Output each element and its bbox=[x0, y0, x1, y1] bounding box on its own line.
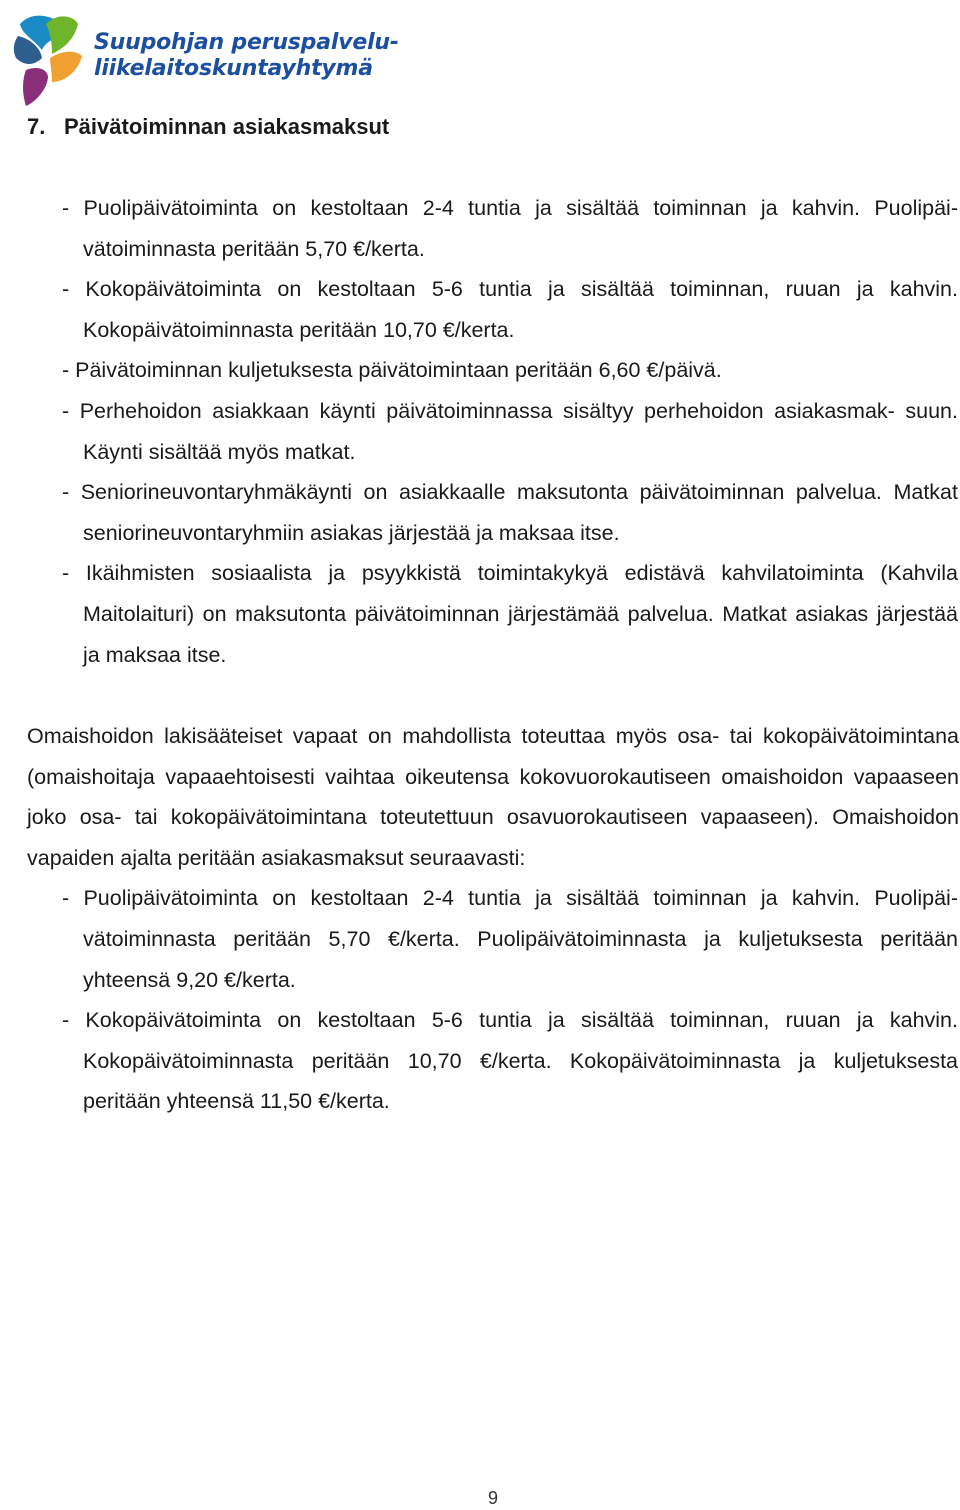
list-item-full-day-care: - Kokopäivätoiminta on kestoltaan 5-6 tuntia ja sisältää toiminnan, ruuan ja kahvin. Kokopäivätoiminnasta peritään 10,70 €/kerta. Kokopäivätoiminnasta ja kuljetuksesta peritään yhteensä 11,50 €/kerta. bbox=[62, 1008, 958, 1114]
page-number: 9 bbox=[487, 1488, 498, 1508]
section-title: Päivätoiminnan asiakasmaksut bbox=[64, 114, 390, 139]
leaf-emblem-icon bbox=[12, 10, 84, 106]
fee-list bbox=[0, 188, 960, 675]
section-number: 7. bbox=[27, 114, 46, 139]
list-item-senior-counseling: - Seniorineuvontaryhmäkäynti on asiakkaalle maksutonta päivätoiminnan palvelua. Matkat seniorineuvontaryhmiin asiakas järjestää ja maksaa itse. bbox=[62, 480, 958, 545]
list-item-cafe: - Ikäihmisten sosiaalista ja psyykkistä toimintakykyä edistävä kahvilatoiminta (Kahvila Maitolaituri) on maksutonta päivätoiminnan järjestämää palvelua. Matkat asiakas järjestää ja maksaa itse. bbox=[62, 561, 958, 667]
list-item-family-care: - Perhehoidon asiakkaan käynti päivätoiminnassa sisältyy perhehoidon asiakasmak- suun. Käynti sisältää myös matkat. bbox=[62, 398, 958, 464]
logo-text-line-2: liikelaitoskuntayhtymä bbox=[94, 56, 373, 81]
informal-care-fee-list bbox=[0, 878, 959, 1122]
logo-text-line-1: Suupohjan peruspalvelu- bbox=[94, 30, 399, 55]
list-item-half-day-care: - Puolipäivätoiminta on kestoltaan 2-4 tuntia ja sisältää toiminnan ja kahvin. Puolipäi- vätoiminnasta peritään 5,70 €/kerta. Puolipäivätoiminnasta ja kuljetuksesta peritään yhteensä 9,20 €/kerta. bbox=[62, 886, 958, 992]
list-item-transport: - Päivätoiminnan kuljetuksesta päivätoimintaan peritään 6,60 €/päivä. bbox=[62, 358, 722, 383]
informal-care-section bbox=[27, 716, 959, 1122]
informal-care-paragraph: Omaishoidon lakisääteiset vapaat on mahdollista toteuttaa myös osa- tai kokopäivätoimintana (omaishoitaja vapaaehtoisesti vaihtaa oikeutensa kokovuorokautiseen omaishoidon vapaaseen joko osa- tai kokopäivätoimintana toteutettuun osavuorokautiseen vapaaseen). Omaishoidon vapaiden ajalta peritään asiakasmaksut seuraavasti: bbox=[27, 724, 959, 870]
organization-logo bbox=[12, 10, 399, 106]
list-item-half-day: - Puolipäivätoiminta on kestoltaan 2-4 tuntia ja sisältää toiminnan ja kahvin. Puolipäi- vätoiminnasta peritään 5,70 €/kerta. bbox=[62, 196, 958, 261]
list-item-full-day: - Kokopäivätoiminta on kestoltaan 5-6 tuntia ja sisältää toiminnan, ruuan ja kahvin. Kokopäivätoiminnasta peritään 10,70 €/kerta. bbox=[62, 277, 958, 342]
section-heading bbox=[27, 114, 389, 140]
